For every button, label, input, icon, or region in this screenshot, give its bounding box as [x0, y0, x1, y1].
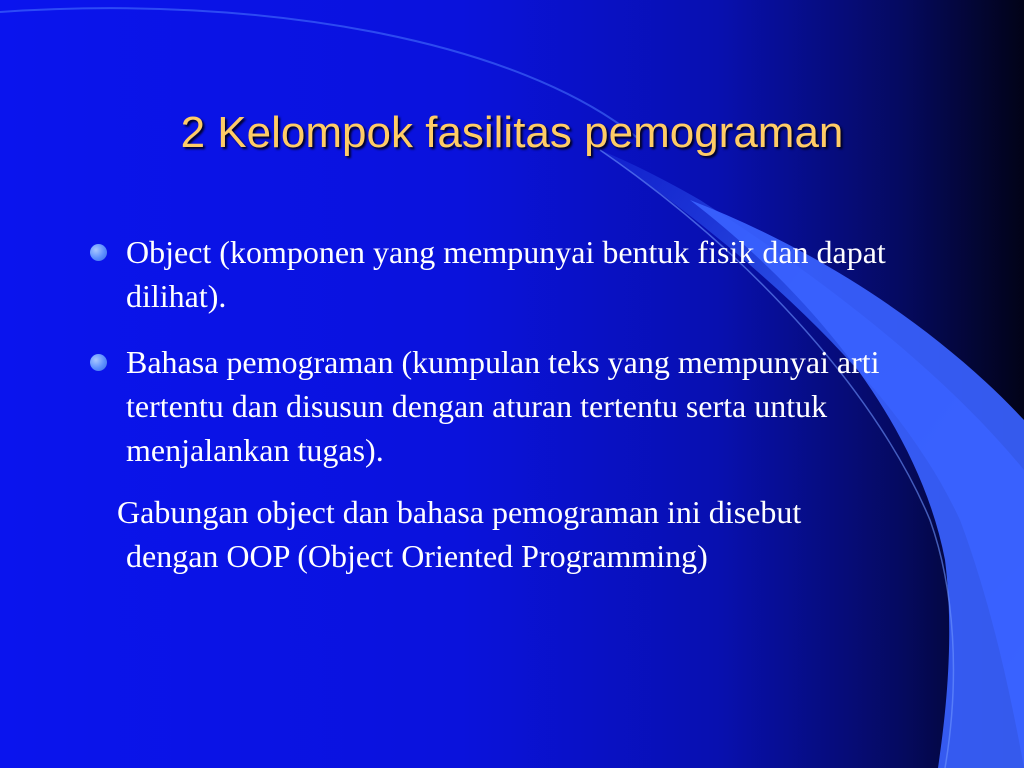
- summary-paragraph: Gabungan object dan bahasa pemograman ini disebut dengan OOP (Object Oriented Programming): [117, 494, 802, 574]
- bullet-dot-icon: [90, 354, 107, 371]
- bullet-text: Object (komponen yang mempunyai bentuk fisik dan dapat dilihat).: [126, 234, 886, 314]
- bullet-text: Bahasa pemograman (kumpulan teks yang mempunyai arti tertentu dan disusun dengan aturan tertentu serta untuk menjalankan tugas).: [126, 344, 880, 468]
- bullet-dot-icon: [90, 244, 107, 261]
- slide-title: 2 Kelompok fasilitas pemograman: [180, 108, 844, 157]
